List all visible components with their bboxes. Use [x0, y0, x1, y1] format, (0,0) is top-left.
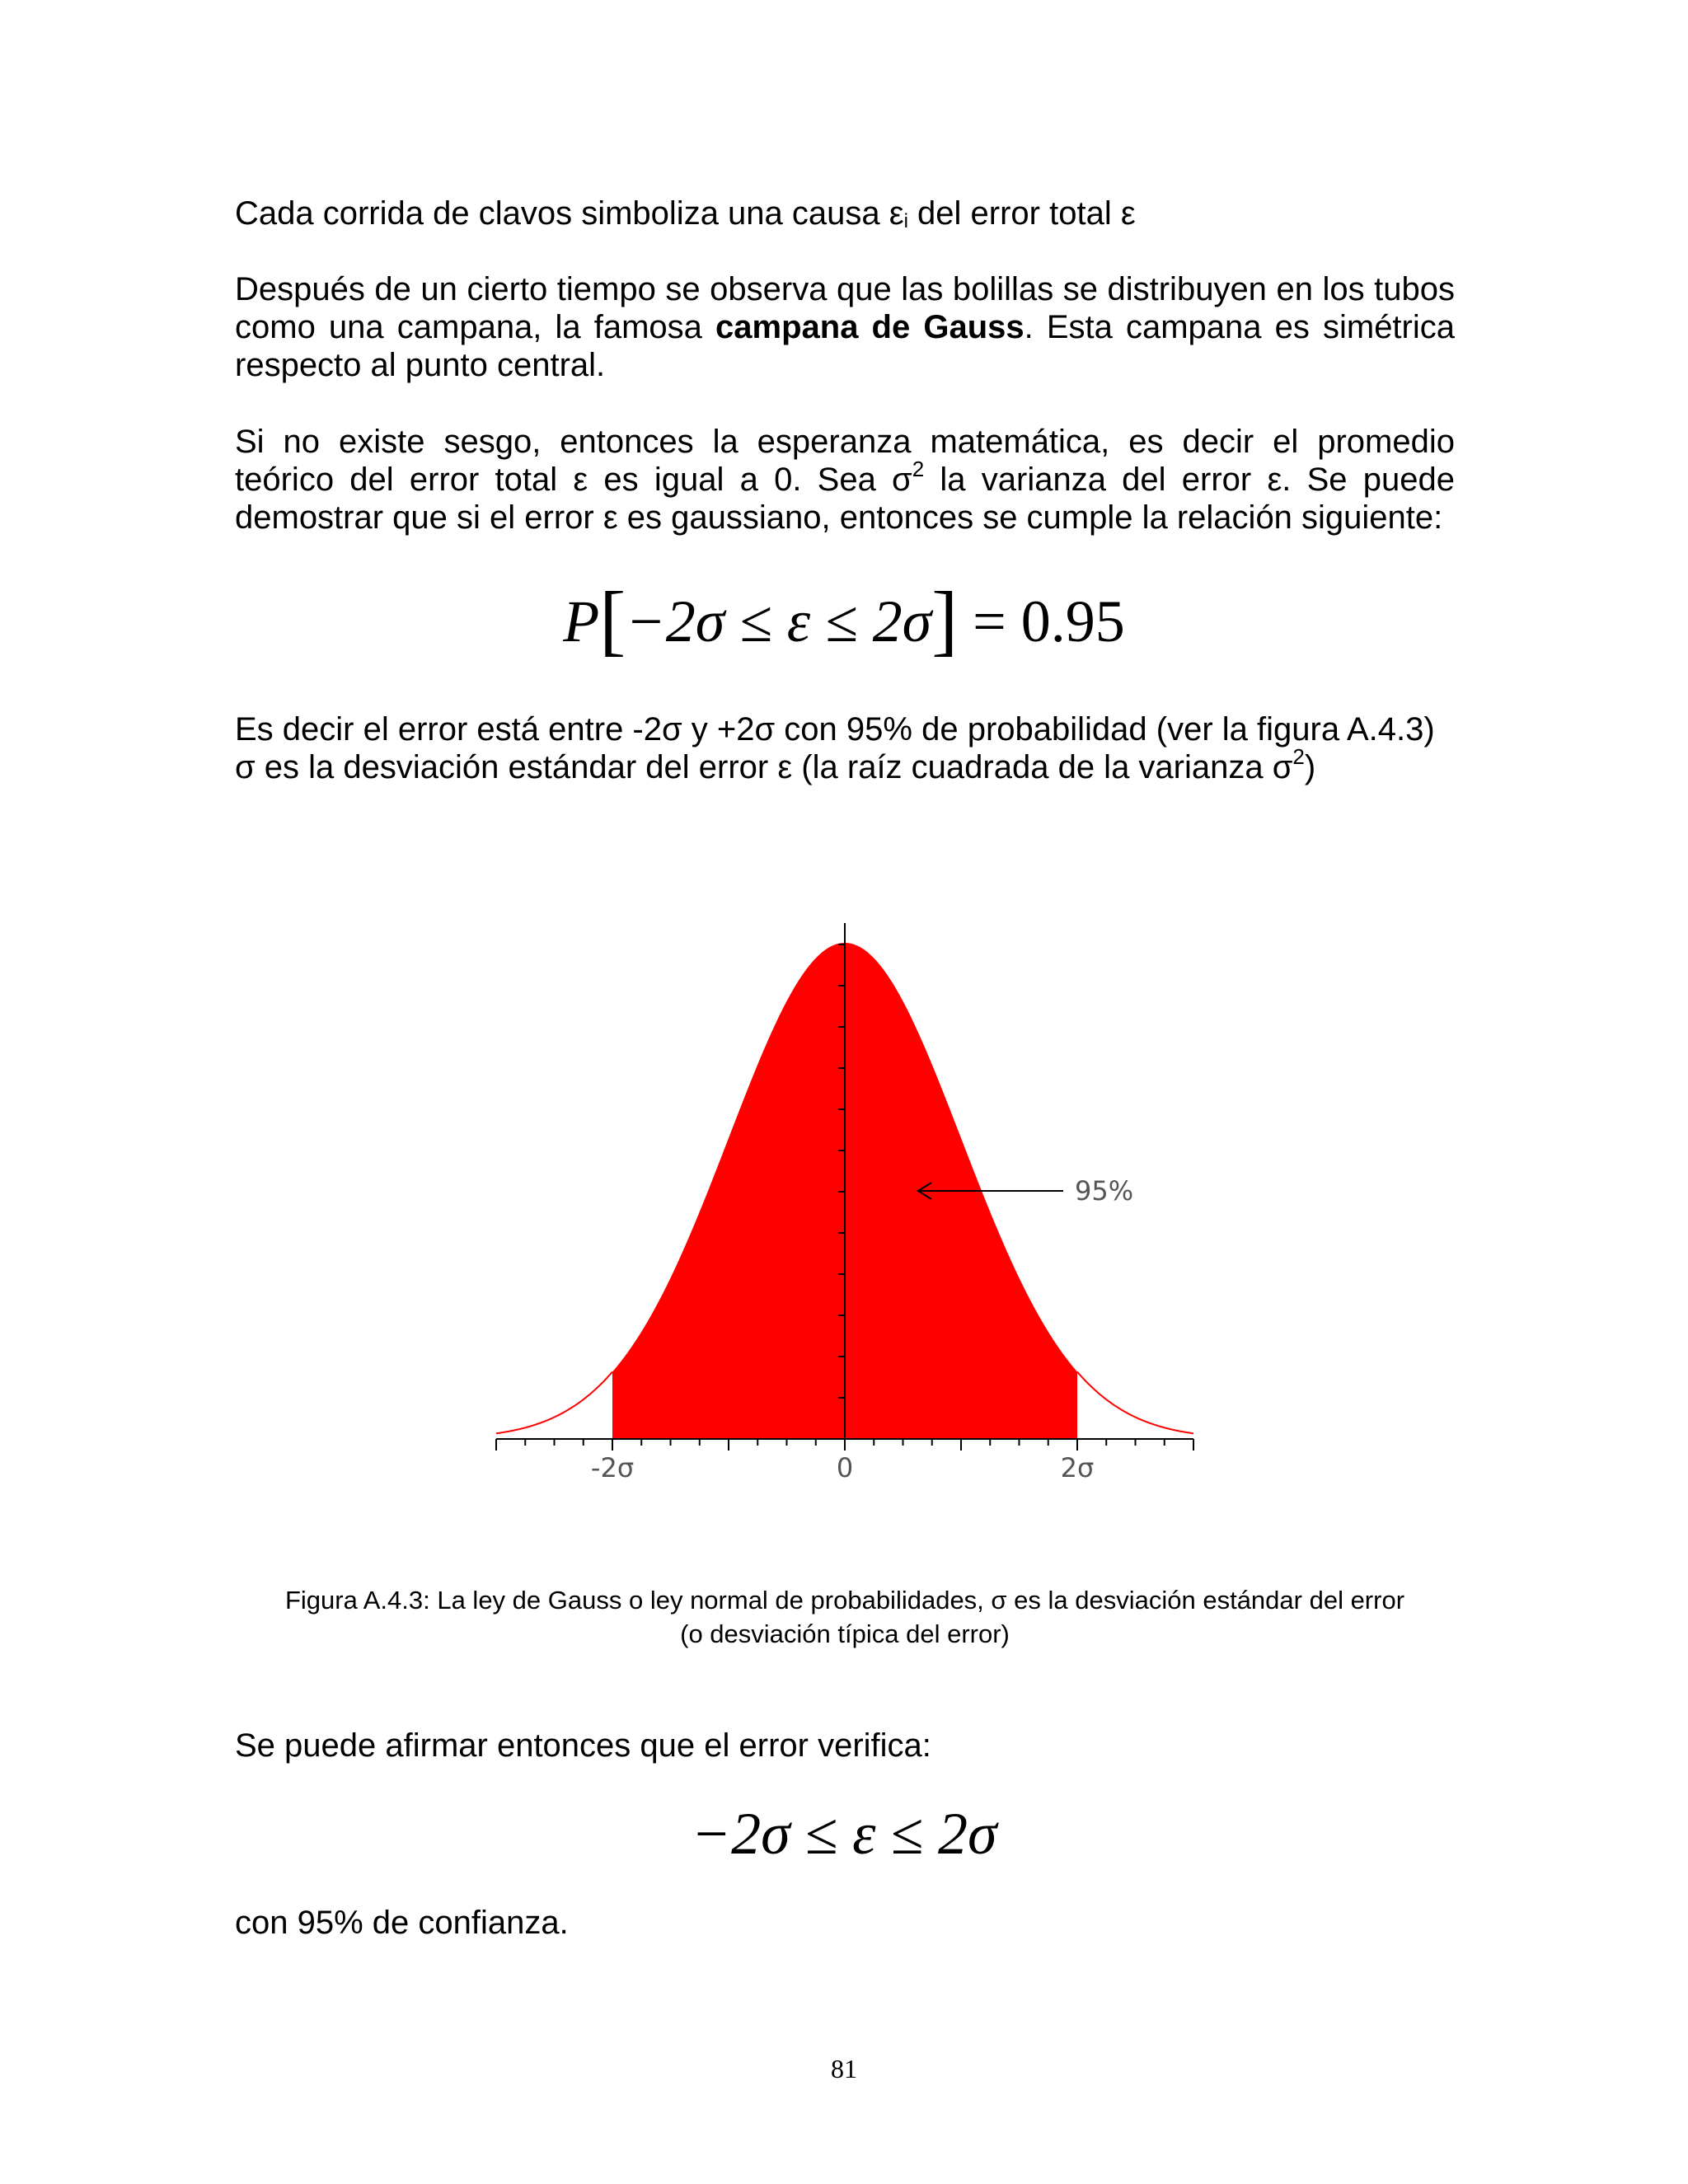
p1-text: Cada corrida de clavos simboliza una causa ε	[235, 195, 904, 232]
curve-tail-right	[1077, 1372, 1193, 1434]
p4-line2-end: )	[1304, 749, 1316, 785]
paragraph-interpretation	[235, 710, 1455, 786]
p1-subscript: i	[903, 210, 908, 232]
equation-probability	[0, 575, 1688, 663]
p2-bold-term: campana de Gauss	[715, 309, 1025, 345]
tick-label: 2σ	[1060, 1452, 1095, 1483]
p1-text-end: del error total ε	[907, 195, 1136, 232]
eq1-rhs: = 0.95	[973, 588, 1125, 654]
tick-label: 0	[836, 1452, 854, 1483]
figure-caption	[235, 1583, 1455, 1651]
paragraph-expectation	[235, 423, 1455, 537]
caption-line2: (o desviación típica del error)	[680, 1619, 1010, 1648]
p4-line2	[235, 744, 1455, 786]
tick-labels	[591, 1452, 1094, 1483]
annotation-label: 95%	[1075, 1175, 1134, 1207]
tick-label: -2σ	[590, 1452, 635, 1483]
p4-line1: Es decir el error está entre -2σ y +2σ con 95% de probabilidad (ver la figura A.4.3)	[235, 711, 1435, 748]
eq2-body: −2σ ≤ ε ≤ 2σ	[691, 1801, 997, 1867]
eq1-body: −2σ ≤ ε ≤ 2σ	[626, 588, 932, 654]
paragraph-causes	[235, 194, 1455, 232]
p4-line2-text: σ es la desviación estándar del error ε (la raíz cuadrada de la varianza σ	[235, 749, 1293, 785]
curve-tail-left	[496, 1372, 612, 1434]
eq1-left-bracket: [	[599, 575, 626, 663]
paragraph-confidence: con 95% de confianza.	[235, 1905, 569, 1941]
p3-superscript: 2	[912, 457, 925, 481]
paragraph-gauss-bell	[235, 270, 1455, 384]
p2-text-end: . Esta campana es simétrica respecto al punto central.	[235, 309, 1456, 383]
eq1-p: P	[563, 588, 600, 654]
eq1-right-bracket: ]	[931, 575, 959, 663]
p3-text: Si no existe sesgo, entonces la esperanza matemática, es decir el promedio teórico del error total ε es igual a 0. Sea σ	[235, 424, 1455, 498]
p3-text-end: la varianza del error ε. Se puede demostrar que si el error ε es gaussiano, entonces se cumple la relación siguiente:	[235, 462, 1455, 536]
paragraph-conclusion: Se puede afirmar entonces que el error verifica:	[235, 1727, 931, 1764]
p4-superscript: 2	[1292, 744, 1305, 769]
equation-inequality	[0, 1801, 1688, 1867]
caption-line1: Figura A.4.3: La ley de Gauss o ley normal de probabilidades, σ es la desviación estándar del error	[284, 1586, 1405, 1615]
p2-text: Después de un cierto tiempo se observa que las bolillas se distribuyen en los tubos como una campana, la famosa	[235, 271, 1455, 345]
gauss-bell-chart	[486, 915, 1203, 1492]
page-number: 81	[831, 2054, 857, 2083]
